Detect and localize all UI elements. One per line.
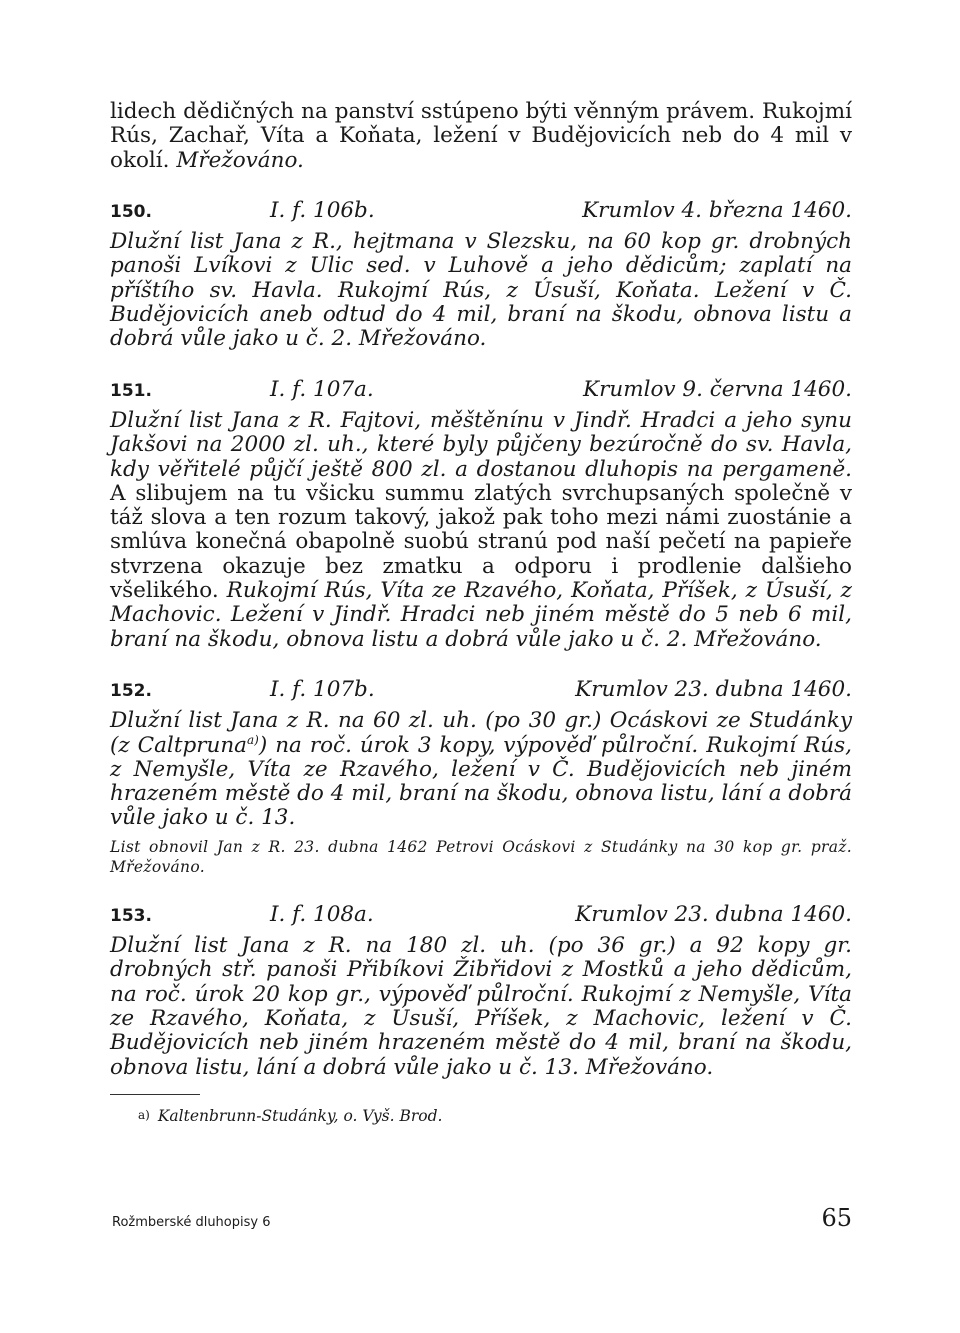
entry-signature: I. f. 106b.: [270, 197, 375, 223]
entry-date: Krumlov 4. března 1460.: [582, 197, 852, 223]
entry-text-part: Dlužní list Jana z R. na 60 zl. uh. (po 30 gr.) Ocáskovi ze Studánky (z Caltpruna: [110, 708, 852, 758]
intro-text: lidech dědičných na panství sstúpeno býti věnným právem. Rukojmí Rús, Zachař, Víta a Koňata, ležení v Budějovicích neb do 4 mil v okolí.: [110, 99, 852, 173]
entry-note: List obnovil Jan z R. 23. dubna 1462 Petrovi Ocáskovi z Studánky na 30 kop gr. praž. Mřežováno.: [110, 837, 852, 876]
intro-end: Mřežováno.: [176, 147, 304, 173]
book-title: Rožmberské dluhopisy 6: [112, 1215, 271, 1230]
footnote-text: Kaltenbrunn-Studánky, o. Vyš. Brod.: [157, 1106, 443, 1125]
entry-text: [110, 709, 852, 830]
entry-guarantors: Rukojmí Rús, Víta ze Rzavého, Koňata, Příšek, z Úsuší, z Machovic. Ležení v Jindř. Hradci neb jiném městě do 5 neb 6 mil, braní na škodu, obnova listu a dobrá vůle jako u č. 2. Mřežováno.: [110, 578, 852, 652]
entry-text: Dlužní list Jana z R. na 180 zl. uh. (po 36 gr.) a 92 kopy gr. drobných stř. panoši Přibíkovi Žibřidovi z Mostků a jeho dědicům, na roč. úrok 20 kop gr., výpověď půlroční. Rukojmí z Nemyšle, Víta ze Rzavého, Koňata, z Úsuší, Příšek, z Machovic, ležení v Č. Budějovicích neb jiném hrazeném městě do 4 mil, braní na škodu, obnova listu, lání a dobrá vůle jako u č. 13. Mřežováno.: [110, 933, 852, 1080]
entry-summary: Dlužní list Jana z R. Fajtovi, měštěnínu v Jindř. Hradci a jeho synu Jakšovi na 2000 zl. uh., které byly půjčeny bezúročně do sv. Havla, kdy věřitelé půjčí ještě 800 zl. a dostanou dluhopis na pergameně.: [110, 407, 852, 482]
entry-number: 153.: [110, 905, 152, 926]
entry-date: Krumlov 23. dubna 1460.: [575, 901, 852, 927]
footnote-reference: a): [247, 732, 259, 747]
footnote: [138, 1105, 852, 1126]
entry-quotation: A slibujem na tu všicku summu zlatých svrchupsaných společně v táž slova a ten rozum takový, jakož pak toho mezi námi zuostánie a smlúva konečná obapolně suobú stranú pod naší pečetí na papieře stvrzena okazuje bez zmatku a odporu i prodlenie dalšieho všelikého.: [110, 480, 852, 604]
intro-paragraph: [110, 100, 852, 173]
entry-number: 150.: [110, 201, 152, 222]
document-page: [110, 100, 852, 1126]
footnote-mark: a): [138, 1107, 150, 1122]
entry-header: [110, 199, 852, 224]
entry-text: [110, 409, 852, 652]
entry-header: [110, 378, 852, 403]
page-number: 65: [821, 1204, 852, 1232]
entry-number: 151.: [110, 380, 152, 401]
entry-text: Dlužní list Jana z R., hejtmana v Slezsku, na 60 kop gr. drobných panoši Lvíkovi z Ulic sed. v Luhově a jeho dědicům; zaplatí na příštího sv. Havla. Rukojmí Rús, z Úsuší, Koňata. Ležení v Č. Budějovicích aneb odtud do 4 mil, braní na škodu, obnova listu a dobrá vůle jako u č. 2. Mřežováno.: [110, 229, 852, 352]
entry-number: 152.: [110, 680, 152, 701]
page-footer: [112, 1204, 852, 1232]
footnote-divider: [110, 1094, 200, 1095]
entry-signature: I. f. 108a.: [270, 901, 374, 927]
entry-signature: I. f. 107b.: [270, 676, 375, 702]
entry-header: [110, 903, 852, 928]
entry-date: Krumlov 23. dubna 1460.: [575, 676, 852, 702]
entry-text-part: ) na roč. úrok 3 kopy, výpověď půlroční. Rukojmí Rús, z Nemyšle, Víta ze Rzavého, ležení v Č. Budějovicích neb jiném hrazeném městě do 4 mil, braní na škodu, obnova listu, lání a dobrá vůle jako u č. 13.: [110, 732, 853, 831]
entry-header: [110, 678, 852, 703]
entry-date: Krumlov 9. června 1460.: [583, 376, 852, 402]
entry-signature: I. f. 107a.: [270, 376, 374, 402]
